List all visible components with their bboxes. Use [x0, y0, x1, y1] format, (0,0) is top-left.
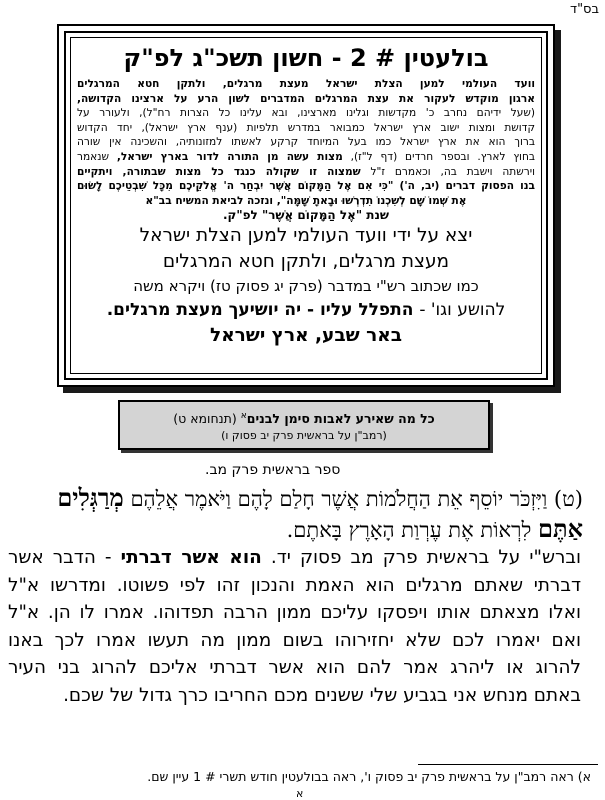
footnote-text: א) ראה רמב"ן על בראשית פרק יב פסוק ו', ראה בבולעטין חודש תשרי # 1 עיין שם.: [147, 769, 591, 784]
commentary-line-1-post: - הדבר אשר: [8, 547, 112, 568]
verse-bold-word-2: אַתֶּם: [537, 514, 583, 543]
quote-box: [118, 400, 490, 450]
box-text-line-9: אֶת שְׁמוֹ שָׁם לְשִׁכְנוֹ תִדְרְשׁוּ וּבָאתָ שָּׁמָּה", ונזכה לביאת המשיח בב"א: [145, 194, 467, 207]
quote-main-text: כל מה שאירע לאבות סימן לבנים: [246, 411, 435, 427]
bulletin-title: בולעטין # 2 - חשון תשכ"ג לפ"ק: [123, 44, 489, 72]
box-text-line-7: [77, 165, 535, 180]
quote-footnote-marker: א: [240, 411, 247, 421]
line-6-post: שנאמר: [77, 150, 110, 163]
footnote-divider: [418, 764, 598, 765]
published-by-line-2: מעצת מרגלים, ולתקן חטא המרגלים: [162, 250, 450, 272]
bsd-header: בס"ד: [569, 2, 599, 17]
commentary-line-1: [8, 544, 581, 572]
title-box: [57, 24, 555, 387]
organization-name-line: וועד העולמי למען הצלת ישראל מעצת מרגלים, ולתקן חטא המרגלים: [77, 78, 535, 90]
rashi-quote-line: כמו שכתוב רש"י במדבר (פרק יג פסוק טז) ויקרא משה: [133, 276, 479, 295]
verse-text: [10, 483, 583, 545]
quote-line-2: (רמב"ן על בראשית פרק יב פסוק ו): [221, 429, 387, 443]
quote-line-1: [120, 407, 488, 428]
page-number: א: [296, 787, 304, 800]
verse-post: לִרְאוֹת אֶת עֶרְוַת הָאָרֶץ בָּאתֶם.: [286, 518, 532, 542]
box-text-line-10: שנת "אֶל הַמָּקוֹם אֲשֶׁר" לפ"ק.: [222, 208, 390, 223]
rashi-quote-line-2: [77, 297, 535, 323]
source-label: ספר בראשית פרק מב.: [205, 462, 341, 478]
organization-purpose-line: ארגון מוקדש לעקור את עצת המרגלים המדברים לשון הרע על ארצינו הקדושה,: [77, 92, 535, 105]
rashi-quote-bold: התפלל עליו - יה יושיעך מעצת מרגלים.: [106, 299, 414, 320]
box-text-line-5: ברוך הוא את ארץ ישראל כמו בעל המיוחד קרקע לאשתו למזונותיה, והשכינה אין שורה: [77, 136, 535, 149]
line-7-bold: שמצוה זו שקולה כנגד כל מצות שבתורה, ויתקיים: [77, 165, 361, 178]
commentary-line-6: באתם מנחש אני בגביע שלי ששנים מכם החריבו כרך גדול של שכם.: [63, 684, 581, 706]
line-6-pre: בחוץ לארץ. ובספר חרדים (דף ל"ז),: [350, 150, 535, 163]
verse-pre: (ט) וַיִּזְכֹּר יוֹסֵף אֵת הַחֲלֹמוֹת אֲשֶׁר חָלַם לָהֶם וַיֹּאמֶר אֲלֵהֶם: [130, 487, 583, 511]
commentary-intro: וברש"י על בראשית פרק מב פסוק יד.: [270, 547, 581, 568]
quote-source: (תנחומא ט): [173, 411, 237, 427]
commentary-line-5: להרוג או ליהרג אמר להם הוא אשר דברתי אליכם להרוג בני העיר: [8, 657, 581, 678]
rashi-commentary: [8, 544, 581, 709]
rashi-quote-pre: להושע וגו' -: [419, 299, 506, 320]
commentary-line-2: דברתי שאתם מרגלים הוא האמת והנכון זהו לפי פשוטו. ומדרשו א"ל: [8, 574, 581, 596]
box-text-line-8: בנו הפסוק דברים (יב, ה') "כִּי אִם אֶל הַמָּקוֹם אֲשֶׁר יִבְחַר ה' אֱלֹקֵיכֶם מִכָּל שִׁבְטֵיכֶם לָשׂוּם: [77, 180, 535, 193]
verse-bold-word-1: מְרַגְּלִים: [57, 483, 124, 512]
commentary-line-3: ואלו מצאתם אותו ויפסקו עליכם ממון הרבה תפדוהו. אמרו לו הן. א"ל: [8, 602, 581, 623]
title-box-middle-border: [64, 31, 548, 380]
quote-box-content: [118, 400, 490, 450]
location-line: באר שבע, ארץ ישראל: [210, 324, 402, 346]
commentary-heading: הוא אשר דברתי: [120, 547, 262, 568]
published-by-line: יצא על ידי וועד העולמי למען הצלת ישראל: [139, 224, 473, 246]
box-text-line-6: [77, 150, 535, 165]
title-box-content: [70, 37, 542, 374]
line-7-pre: וירשתה וישבת בה, וכאמרם ז"ל: [370, 165, 535, 178]
box-text-line-4: קדושת ומצות ישוב ארץ ישראל כמבואר במדרש תלפיות (ענף ארץ ישראל), יחד הקדוש: [77, 121, 535, 134]
line-6-bold: מצות עשה מן התורה לדור בארץ ישראל,: [116, 150, 343, 163]
commentary-line-4: ואם יאמרו לכם שלא יחזירוהו בשום ממון מה תעשו אמרו לכך באנו: [8, 629, 581, 651]
title-box-outer-border: [57, 24, 555, 387]
box-text-line-3: (שעל ידיהם נחרב כ' מקדשות וגלינו מארצינו, ובא עלינו כל הצרות רח"ל), ולעורר על: [77, 107, 535, 120]
